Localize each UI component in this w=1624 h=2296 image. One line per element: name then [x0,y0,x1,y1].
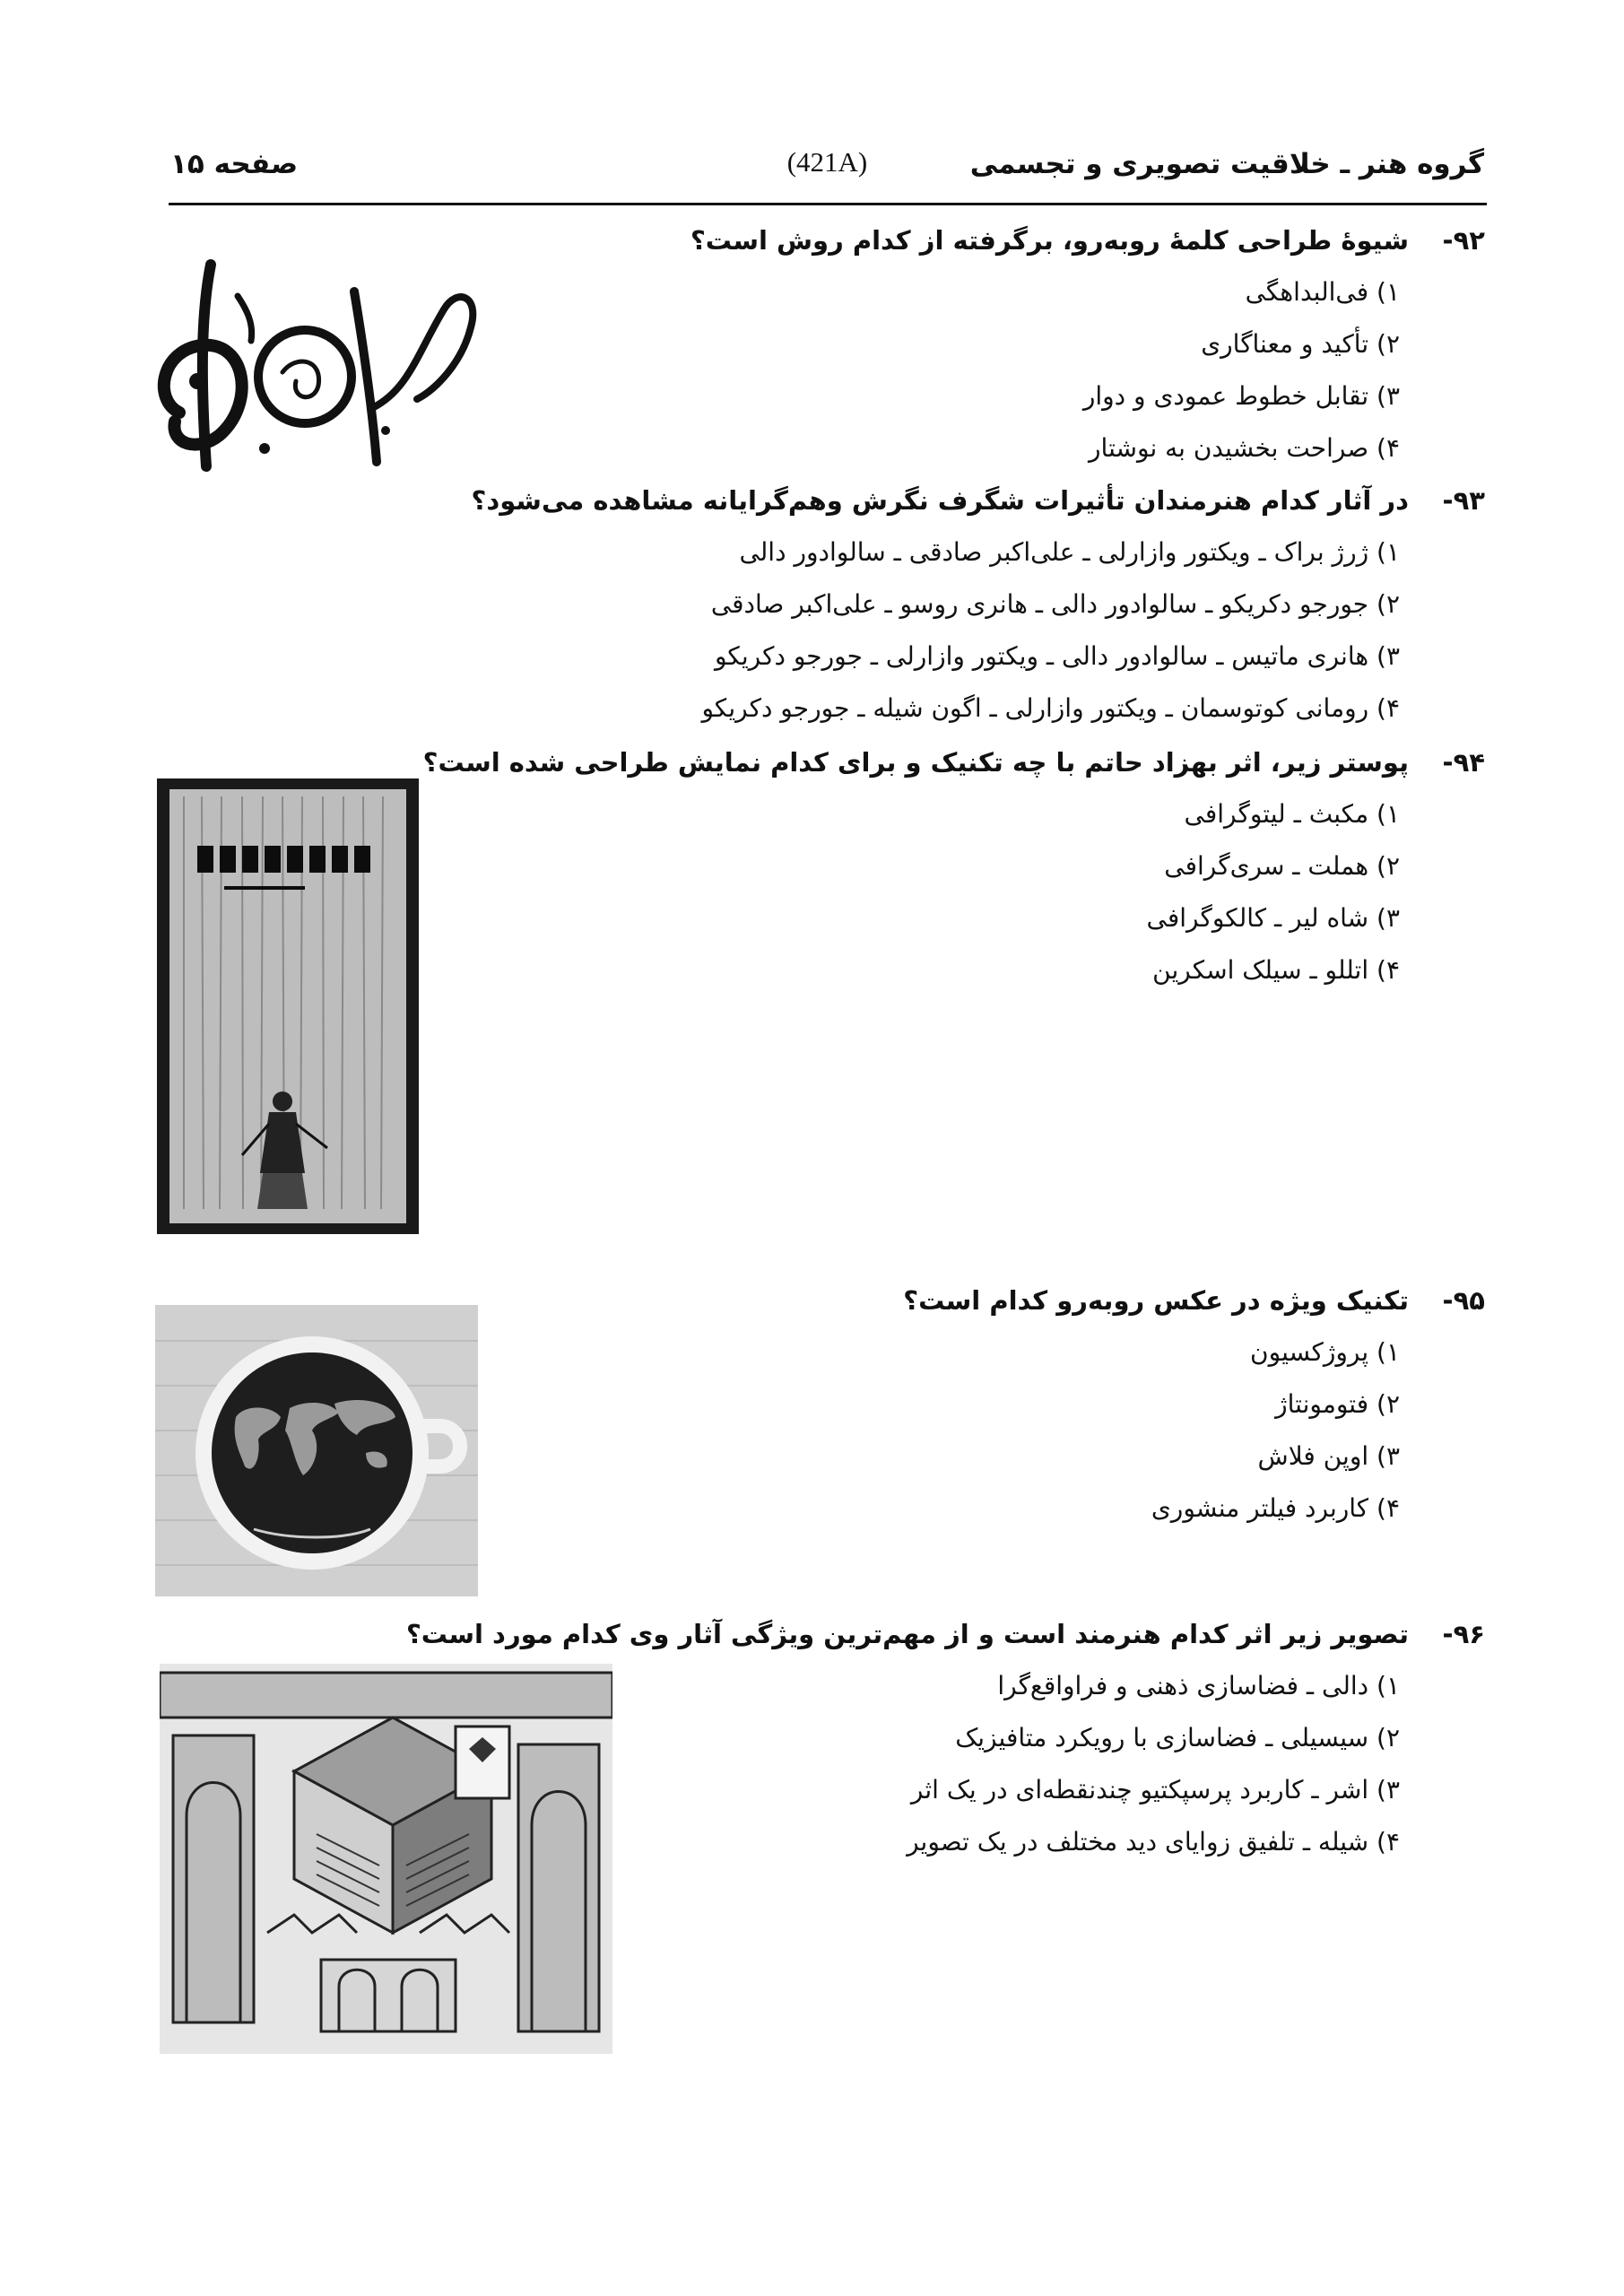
option-1[interactable]: ۱) مکبث ـ لیتوگرافی [1184,799,1400,829]
option-1[interactable]: ۱) دالی ـ فضاسازی ذهنی و فراواقع‌گرا [997,1671,1400,1700]
question-text: تصویر زیر اثر کدام هنرمند است و از مهم‌ترین ویژگی آثار وی کدام مورد است؟ [405,1619,1409,1649]
question-stem [406,1616,1485,1652]
question-number: ۹۵- [1442,1285,1485,1316]
escher-architecture-figure [160,1664,612,2054]
question-stem [423,744,1485,780]
calligraphy-figure [148,256,498,480]
question-95 [903,1283,1485,1543]
exam-code: (421A) [786,146,868,178]
page-number: صفحه ۱۵ [170,148,299,180]
option-3[interactable]: ۳) اوپن فلاش [1257,1441,1400,1471]
question-stem [472,483,1485,518]
page-header [170,148,1484,197]
option-list [690,274,1485,466]
question-93 [472,483,1485,743]
option-1[interactable]: ۱) فی‌البداهگی [1245,277,1400,307]
question-number: ۹۳- [1442,485,1485,516]
option-4[interactable]: ۴) رومانی کوتوسمان ـ ویکتور وازارلی ـ اگون شیله ـ جورجو دکریکو [701,693,1400,723]
option-2[interactable]: ۲) فتومونتاژ [1275,1389,1400,1419]
option-list [903,1335,1485,1526]
question-number: ۹۶- [1442,1619,1485,1649]
question-94 [423,744,1485,1004]
question-stem [690,222,1485,258]
option-2[interactable]: ۲) تأکید و معناگاری [1201,329,1400,359]
option-4[interactable]: ۴) شیله ـ تلفیق زوایای دید مختلف در یک تصویر [907,1827,1400,1857]
option-3[interactable]: ۳) شاه لیر ـ کالکوگرافی [1146,903,1400,933]
option-1[interactable]: ۱) پروژکسیون [1250,1337,1400,1367]
question-text: پوستر زیر، اثر بهزاد حاتم با چه تکنیک و برای کدام نمایش طراحی شده است؟ [422,747,1409,778]
option-2[interactable]: ۲) جورجو دکریکو ـ سالوادور دالی ـ هانری روسو ـ علی‌اکبر صادقی [710,589,1400,619]
option-3[interactable]: ۳) اشر ـ کاربرد پرسپکتیو چندنقطه‌ای در یک اثر [910,1775,1400,1805]
option-1[interactable]: ۱) ژرژ براک ـ ویکتور وازارلی ـ علی‌اکبر صادقی ـ سالوادور دالی [739,537,1400,567]
option-3[interactable]: ۳) هانری ماتیس ـ سالوادور دالی ـ ویکتور وازارلی ـ جورجو دکریکو [714,641,1400,671]
question-92 [690,222,1485,483]
option-4[interactable]: ۴) کاربرد فیلتر منشوری [1151,1493,1400,1523]
question-stem [903,1283,1485,1318]
theater-poster-figure [157,778,419,1234]
option-4[interactable]: ۴) اتللو ـ سیلک اسکرین [1152,955,1400,985]
header-divider [169,203,1487,205]
option-4[interactable]: ۴) صراحت بخشیدن به نوشتار [1089,433,1400,463]
option-3[interactable]: ۳) تقابل خطوط عمودی و دوار [1082,381,1400,411]
question-text: در آثار کدام هنرمندان تأثیرات شگرف نگرش وهم‌گرایانه مشاهده می‌شود؟ [471,485,1409,516]
option-2[interactable]: ۲) هملت ـ سری‌گرافی [1164,851,1400,881]
question-number: ۹۲- [1442,225,1485,256]
exam-subject: گروه هنر ـ خلاقیت تصویری و تجسمی [969,148,1484,180]
question-number: ۹۴- [1442,747,1485,778]
coffee-cup-figure [155,1305,478,1596]
option-2[interactable]: ۲) سیسیلی ـ فضاسازی با رویکرد متافیزیک [955,1723,1400,1752]
question-text: شیوهٔ طراحی کلمهٔ روبه‌رو، برگرفته از کدام روش است؟ [690,225,1409,256]
question-text: تکنیک ویژه در عکس روبه‌رو کدام است؟ [903,1285,1409,1316]
option-list [472,535,1485,726]
option-list [423,796,1485,988]
